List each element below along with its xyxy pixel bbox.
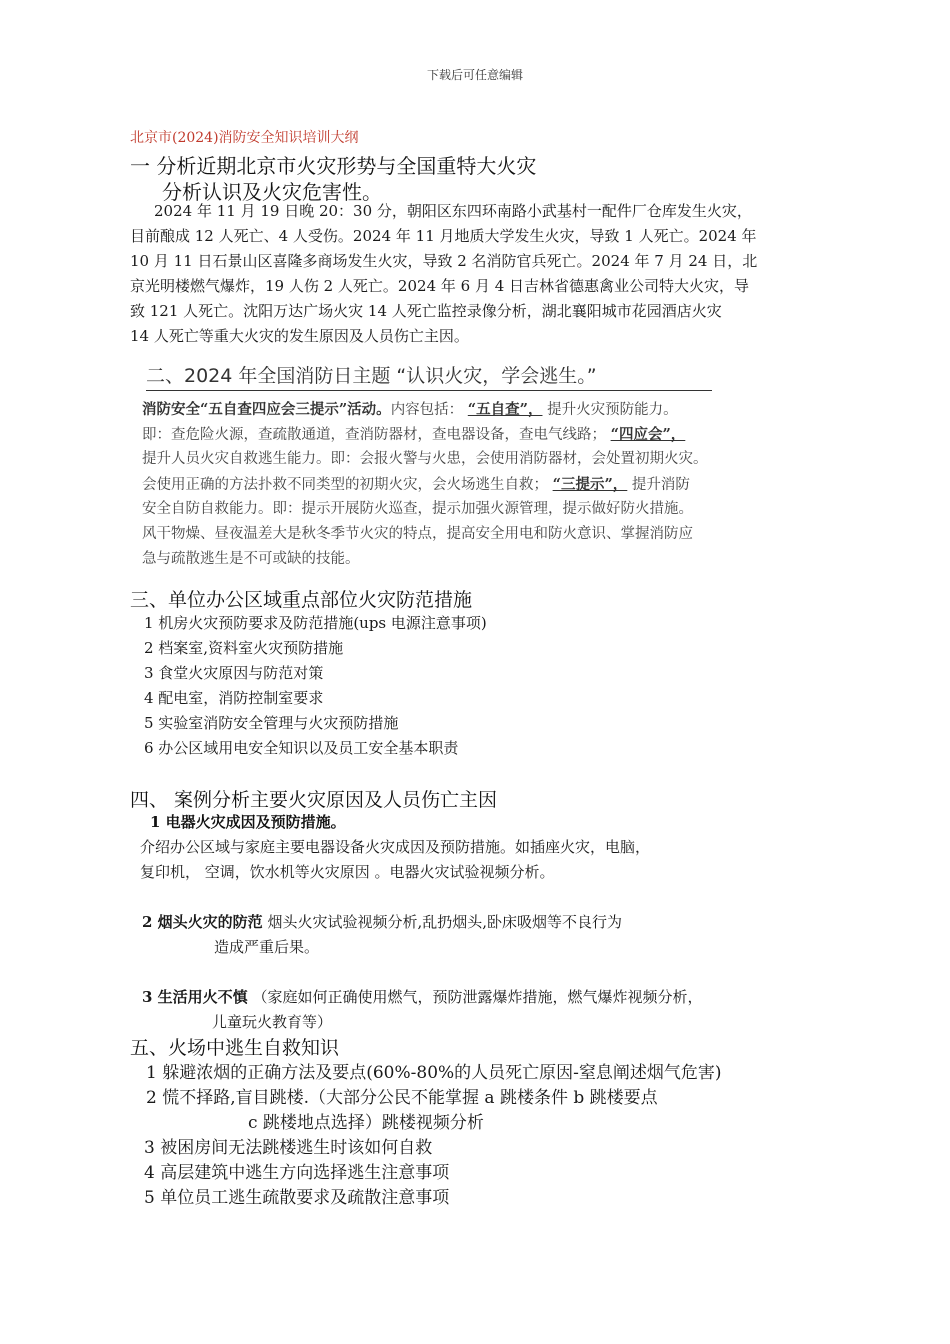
section4-subheading-2-label: 2 烟头火灾的防范 xyxy=(142,913,263,931)
activity-intro: 内容包括： xyxy=(390,402,464,418)
section4-subheading-1: 1 电器火灾成因及预防措施。 xyxy=(150,813,346,831)
section2-line-3: 提升人员火灾自救逃生能力。即：会报火警与火患，会使用消防器材，会处置初期火灾。 xyxy=(142,451,708,467)
list-item: 1 机房火灾预防要求及防范措施(ups 电源注意事项) xyxy=(144,614,487,632)
section4-subheading-2 xyxy=(142,911,622,932)
section2-line-2 xyxy=(142,422,685,448)
section1-paragraph-line: 京光明楼燃气爆炸，19 人伤 2 人死亡。2024 年 6 月 4 日吉林省德惠禽业公司特大火灾，导 xyxy=(130,277,750,295)
section1-title-line2: 分析认识及火灾危害性。 xyxy=(162,180,382,204)
list-item: 3 食堂火灾原因与防范对策 xyxy=(144,664,324,682)
section4-subheading-3-label: 3 生活用火不慎 xyxy=(142,988,248,1006)
section2-title: 二、2024 年全国消防日主题 “认识火灾，学会逃生。” xyxy=(146,361,712,391)
list-item: 6 办公区域用电安全知识以及员工安全基本职责 xyxy=(144,739,459,757)
four-should-know-detail: 会使用正确的方法扑救不同类型的初期火灾，会火场逃生自救； xyxy=(142,477,548,493)
page-header: 下载后可任意编辑 xyxy=(426,68,523,82)
list-item: 5 实验室消防安全管理与火灾预防措施 xyxy=(144,714,399,732)
list-item: 5 单位员工逃生疏散要求及疏散注意事项 xyxy=(144,1188,450,1208)
section2-line-6: 风干物燥、昼夜温差大是秋冬季节火灾的特点，提高安全用电和防火意识、掌握消防应 xyxy=(142,526,693,542)
section1-paragraph-line: 致 121 人死亡。沈阳万达广场火灾 14 人死亡监控录像分析，湖北襄阳城市花园酒店火灾 xyxy=(130,302,722,320)
five-self-check-purpose: 提升火灾预防能力。 xyxy=(547,402,678,418)
section3-title: 三、单位办公区域重点部位火灾防范措施 xyxy=(130,589,473,611)
list-item: 2 档案室,资料室火灾预防措施 xyxy=(144,639,344,657)
activity-name: 消防安全“五自查四应会三提示”活动。 xyxy=(142,401,391,418)
section2-line-1 xyxy=(142,397,678,423)
list-item: 4 高层建筑中逃生方向选择逃生注意事项 xyxy=(144,1163,450,1183)
three-reminders-purpose: 提升消防 xyxy=(631,477,690,493)
list-item: 1 躲避浓烟的正确方法及要点(60%-80%的人员死亡原因-窒息阐述烟气危害) xyxy=(146,1063,722,1083)
section1-paragraph-line: 10 月 11 日石景山区喜隆多商场发生火灾，导致 2 名消防官兵死亡。2024 年 7 月 24 日，北 xyxy=(130,252,758,270)
section2-line-5: 安全自防自救能力。即：提示开展防火巡查，提示加强火源管理，提示做好防火措施。 xyxy=(142,501,693,517)
section4-subheading-3 xyxy=(142,986,702,1007)
section1-paragraph-line: 目前酿成 12 人死亡、4 人受伤。2024 年 11 月地质大学发生火灾，导致 1 人死亡。2024 年 xyxy=(130,227,757,245)
section4-subheading-3-text: （家庭如何正确使用燃气，预防泄露爆炸措施，燃气爆炸视频分析， xyxy=(247,988,703,1006)
section2-line-4 xyxy=(142,472,690,498)
five-self-check-label: “五自查”， xyxy=(467,401,543,418)
list-item: 4 配电室，消防控制室要求 xyxy=(144,689,324,707)
section1-paragraph-line: 2024 年 11 月 19 日晚 20：30 分，朝阳区东四环南路小武基村一配件厂仓库发生火灾， xyxy=(154,202,752,220)
section4-text: 儿童玩火教育等） xyxy=(212,1013,333,1031)
list-item-continuation: c 跳楼地点选择）跳楼视频分析 xyxy=(248,1113,484,1133)
section4-text: 介绍办公区域与家庭主要电器设备火灾成因及预防措施。如插座火灾，电脑， xyxy=(140,838,651,856)
section4-title: 四、 案例分析主要火灾原因及人员伤亡主因 xyxy=(130,789,498,811)
section4-text: 复印机， 空调，饮水机等火灾原因 。电器火灾试验视频分析。 xyxy=(140,863,555,881)
section1-title-line1: 一 分析近期北京市火灾形势与全国重特大火灾 xyxy=(130,154,537,178)
three-reminders-label: “三提示”， xyxy=(552,476,628,493)
five-self-check-detail: 即：查危险火源，查疏散通道，查消防器材，查电器设备，查电气线路； xyxy=(142,427,606,443)
list-item: 3 被困房间无法跳楼逃生时该如何自救 xyxy=(144,1138,433,1158)
list-item: 2 慌不择路,盲目跳楼.（大部分公民不能掌握 a 跳楼条件 b 跳楼要点 xyxy=(146,1088,658,1108)
section4-text: 造成严重后果。 xyxy=(214,938,320,956)
section5-title: 五、火场中逃生自救知识 xyxy=(130,1037,340,1059)
section4-subheading-2-text: 烟头火灾试验视频分析,乱扔烟头,卧床吸烟等不良行为 xyxy=(262,913,622,931)
document-title: 北京市(2024)消防安全知识培训大纲 xyxy=(130,130,359,146)
four-should-know-label: “四应会”， xyxy=(610,426,686,443)
section2-line-7: 急与疏散逃生是不可或缺的技能。 xyxy=(142,551,360,567)
section1-paragraph-line: 14 人死亡等重大火灾的发生原因及人员伤亡主因。 xyxy=(130,327,469,345)
